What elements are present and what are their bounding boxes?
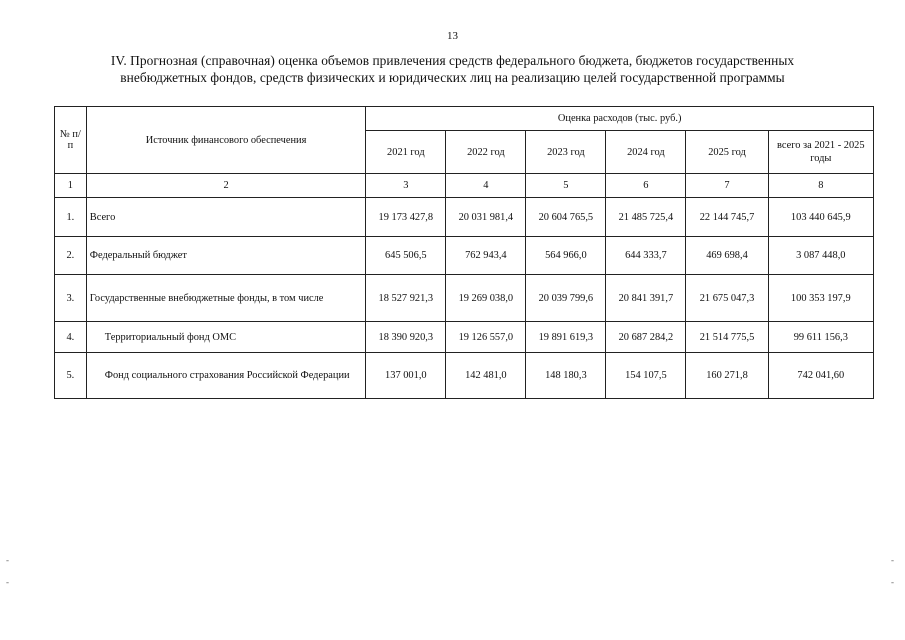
value-2022: 142 481,0 (446, 353, 526, 399)
value-2023: 19 891 619,3 (526, 322, 606, 353)
row-number: 3. (55, 275, 87, 322)
row-source: Территориальный фонд ОМС (86, 322, 366, 353)
value-total: 103 440 645,9 (768, 198, 873, 237)
value-2024: 20 841 391,7 (606, 275, 686, 322)
column-number: 4 (446, 174, 526, 198)
row-number: 4. (55, 322, 87, 353)
header-year-2025: 2025 год (686, 131, 768, 174)
scan-edge-mark: - (6, 555, 9, 565)
financing-table (54, 106, 874, 399)
table-row (55, 198, 874, 237)
header-year-2021: 2021 год (366, 131, 446, 174)
row-number: 5. (55, 353, 87, 399)
table-row (55, 322, 874, 353)
value-2025: 21 675 047,3 (686, 275, 768, 322)
value-total: 742 041,60 (768, 353, 873, 399)
value-total: 99 611 156,3 (768, 322, 873, 353)
value-2022: 19 126 557,0 (446, 322, 526, 353)
value-2023: 20 039 799,6 (526, 275, 606, 322)
section-heading-line-1: IV. Прогнозная (справочная) оценка объемов привлечения средств федерального бюджета, бюджетов государственных (110, 53, 795, 68)
header-row (55, 107, 874, 131)
table-row (55, 275, 874, 322)
column-number: 6 (606, 174, 686, 198)
value-2025: 22 144 745,7 (686, 198, 768, 237)
value-2022: 19 269 038,0 (446, 275, 526, 322)
table-row (55, 353, 874, 399)
scan-edge-mark: - (6, 577, 9, 587)
table-row (55, 237, 874, 275)
value-2024: 20 687 284,2 (606, 322, 686, 353)
value-2023: 564 966,0 (526, 237, 606, 275)
value-total: 3 087 448,0 (768, 237, 873, 275)
header-estimate: Оценка расходов (тыс. руб.) (366, 107, 874, 131)
row-number: 2. (55, 237, 87, 275)
column-number: 5 (526, 174, 606, 198)
value-2023: 20 604 765,5 (526, 198, 606, 237)
header-year-2022: 2022 год (446, 131, 526, 174)
column-number: 7 (686, 174, 768, 198)
value-2024: 644 333,7 (606, 237, 686, 275)
row-source: Всего (86, 198, 366, 237)
header-source: Источник финансового обеспечения (86, 107, 366, 174)
scan-edge-mark: - (891, 577, 894, 587)
header-year-2024: 2024 год (606, 131, 686, 174)
column-numbers-row (55, 174, 874, 198)
value-2023: 148 180,3 (526, 353, 606, 399)
value-2021: 645 506,5 (366, 237, 446, 275)
value-2021: 18 390 920,3 (366, 322, 446, 353)
section-heading (40, 52, 865, 86)
value-2025: 469 698,4 (686, 237, 768, 275)
value-2022: 20 031 981,4 (446, 198, 526, 237)
scan-edge-mark: - (891, 555, 894, 565)
column-number: 2 (86, 174, 366, 198)
row-source: Фонд социального страхования Российской Федерации (86, 353, 366, 399)
value-2025: 21 514 775,5 (686, 322, 768, 353)
row-number: 1. (55, 198, 87, 237)
value-total: 100 353 197,9 (768, 275, 873, 322)
header-number: № п/п (55, 107, 87, 174)
column-number: 3 (366, 174, 446, 198)
header-total: всего за 2021 - 2025 годы (768, 131, 873, 174)
header-year-2023: 2023 год (526, 131, 606, 174)
value-2021: 19 173 427,8 (366, 198, 446, 237)
value-2021: 18 527 921,3 (366, 275, 446, 322)
column-number: 8 (768, 174, 873, 198)
row-source: Государственные внебюджетные фонды, в том числе (86, 275, 366, 322)
column-number: 1 (55, 174, 87, 198)
value-2025: 160 271,8 (686, 353, 768, 399)
section-heading-line-2: внебюджетных фондов, средств физических и юридических лиц на реализацию целей государственной программы (120, 70, 785, 85)
value-2022: 762 943,4 (446, 237, 526, 275)
value-2024: 154 107,5 (606, 353, 686, 399)
value-2021: 137 001,0 (366, 353, 446, 399)
value-2024: 21 485 725,4 (606, 198, 686, 237)
row-source: Федеральный бюджет (86, 237, 366, 275)
page-number: 13 (447, 30, 458, 42)
